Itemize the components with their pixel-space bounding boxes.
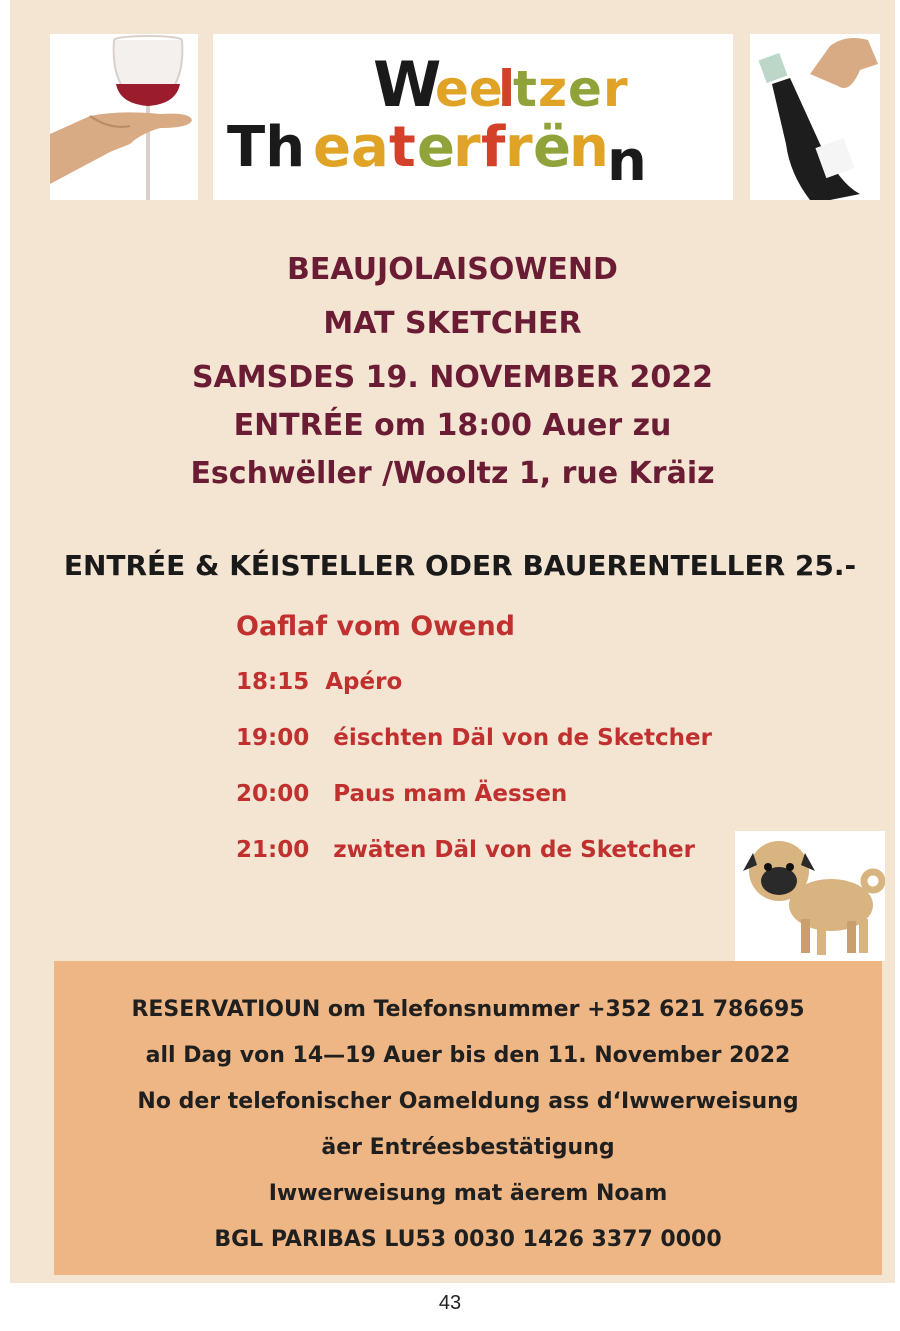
svg-text:e: e (417, 115, 455, 180)
pug-dog-icon (735, 831, 885, 961)
svg-text:W: W (373, 48, 442, 121)
svg-text:ë: ë (533, 115, 571, 180)
event-heading (10, 252, 895, 492)
event-date: SAMSDES 19. NOVEMBER 2022 (191, 360, 714, 395)
schedule-item (236, 666, 712, 698)
svg-text:e: e (568, 60, 602, 118)
price-line: ENTRÉE & KÉISTELLER ODER BAUERENTELLER 25.- (63, 549, 857, 582)
schedule-label: Paus mam Äessen (333, 781, 568, 807)
schedule-time: 21:00 (236, 837, 310, 863)
event-poster (10, 0, 895, 1283)
svg-text:t: t (513, 60, 537, 118)
header-banner (50, 34, 880, 200)
schedule-label: éischten Däl von de Sketcher (333, 725, 712, 751)
reservation-text (54, 987, 882, 1263)
schedule-time: 20:00 (236, 781, 310, 807)
svg-text:r: r (603, 60, 628, 118)
reservation-line: BGL PARIBAS LU53 0030 1426 3377 0000 (214, 1227, 722, 1252)
reservation-box (54, 961, 882, 1275)
svg-text:l: l (498, 60, 516, 118)
theater-logo (213, 34, 733, 200)
svg-text:f: f (481, 115, 506, 180)
svg-text:r: r (505, 115, 533, 180)
svg-text:Th: Th (227, 115, 306, 180)
svg-text:ea: ea (313, 115, 389, 180)
svg-text:z: z (538, 60, 568, 118)
svg-text:r: r (453, 115, 481, 180)
event-title: BEAUJOLAISOWEND (287, 252, 618, 287)
svg-text:t: t (389, 115, 416, 180)
page-number: 43 (438, 1292, 462, 1314)
schedule-time: 18:15 (236, 669, 310, 695)
schedule-item (236, 834, 712, 866)
schedule-label: Apéro (325, 669, 403, 695)
schedule-item (236, 722, 712, 754)
schedule (236, 610, 712, 890)
wine-glass-hand-icon (50, 34, 198, 200)
reservation-line: all Dag von 14—19 Auer bis den 11. November 2022 (145, 1043, 791, 1068)
reservation-line: äer Entréesbestätigung (321, 1135, 615, 1160)
schedule-heading: Oaflaf vom Owend (236, 611, 515, 642)
event-location: Eschwëller /Wooltz 1, rue Kräiz (190, 456, 715, 491)
reservation-line: Iwwerweisung mat äerem Noam (268, 1181, 668, 1206)
wine-bottle-hand-icon (750, 34, 880, 200)
svg-text:n: n (569, 115, 609, 180)
reservation-line: No der telefonischer Oameldung ass d‘Iwwerweisung (137, 1089, 799, 1114)
svg-text:ee: ee (435, 60, 503, 118)
svg-text:n: n (607, 129, 647, 194)
reservation-line: RESERVATIOUN om Telefonsnummer +352 621 786695 (131, 997, 805, 1022)
schedule-time: 19:00 (236, 725, 310, 751)
schedule-item (236, 778, 712, 810)
event-entry-time: ENTRÉE om 18:00 Auer zu (233, 408, 672, 443)
schedule-label: zwäten Däl von de Sketcher (333, 837, 695, 863)
event-subtitle: MAT SKETCHER (323, 306, 582, 341)
